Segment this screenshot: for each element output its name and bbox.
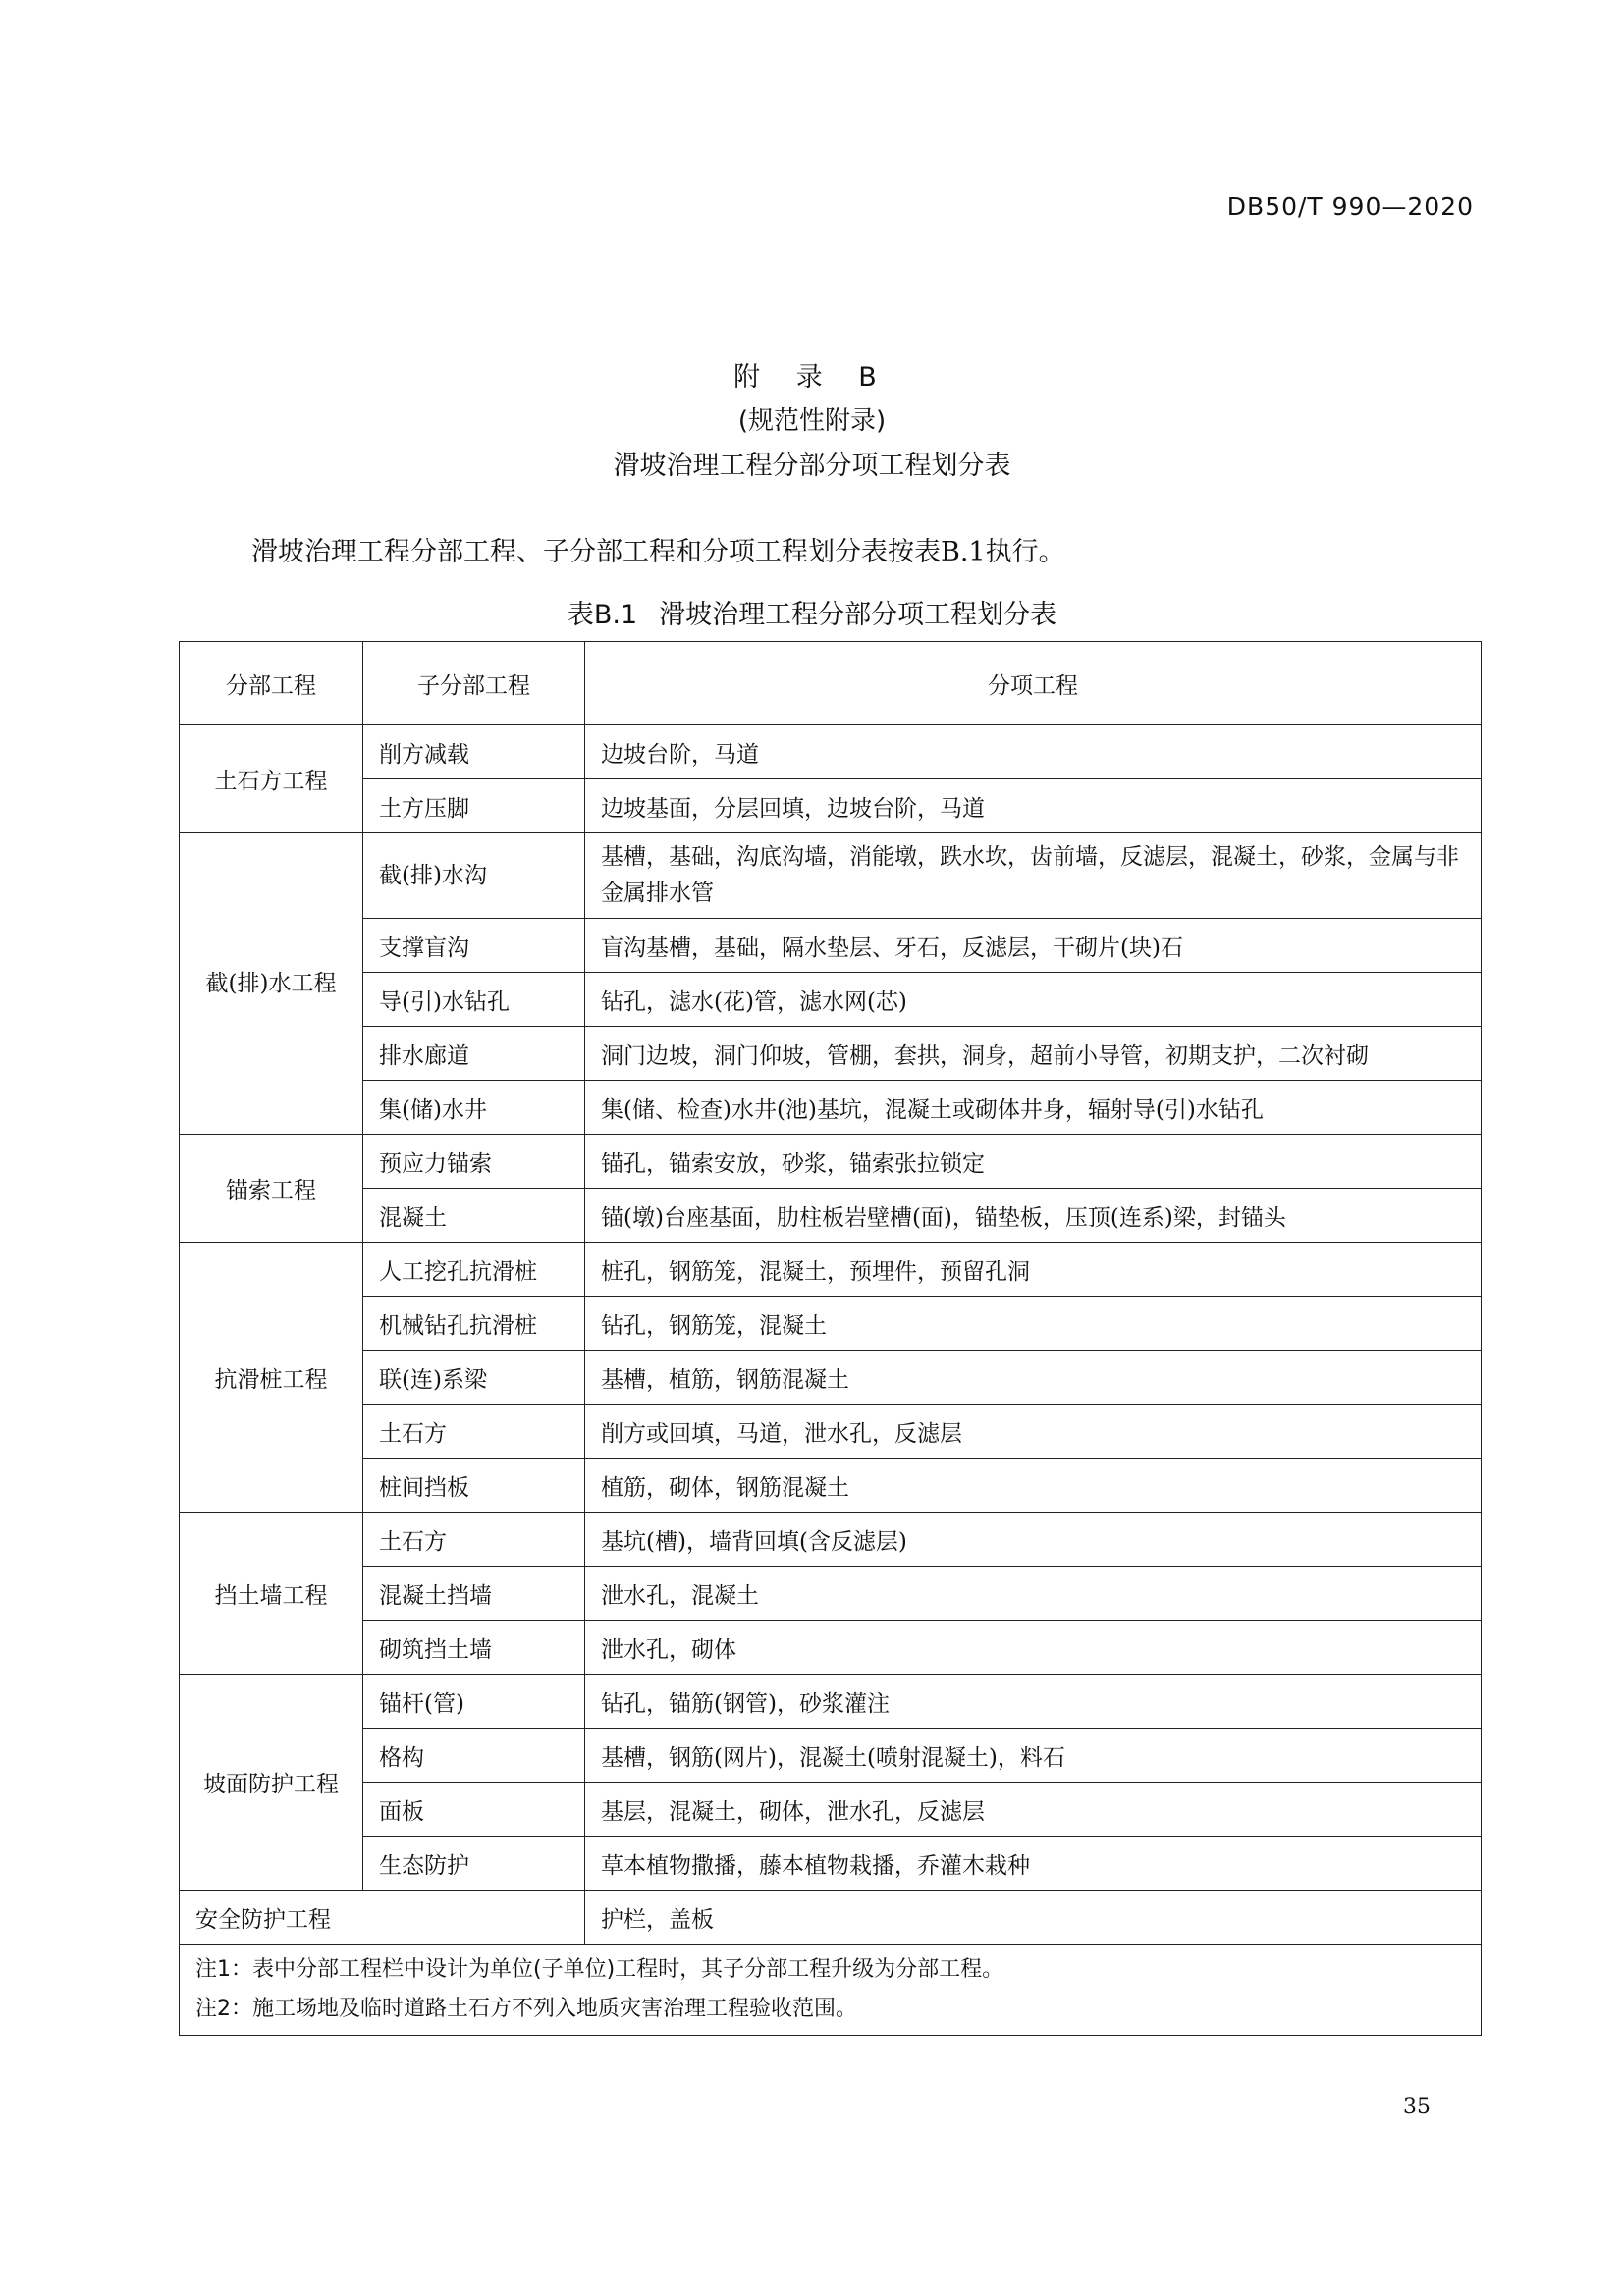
- subpart-cell: 砌筑挡土墙: [363, 1621, 585, 1675]
- subpart-cell: 锚杆(管): [363, 1675, 585, 1729]
- table-row: [180, 1189, 1482, 1243]
- subpart-cell: 机械钻孔抗滑桩: [363, 1297, 585, 1351]
- appendix-title: 附 录 B: [733, 362, 891, 393]
- table-row: [180, 1405, 1482, 1459]
- items-cell: 草本植物撒播，藤本植物栽播，乔灌木栽种: [585, 1837, 1482, 1891]
- table-header-row: [180, 642, 1482, 725]
- table-row: [180, 973, 1482, 1027]
- table-caption-title: 滑坡治理工程分部分项工程划分表: [659, 600, 1057, 630]
- table-row: [180, 1459, 1482, 1513]
- page-number: 35: [1403, 2095, 1431, 2119]
- table-row: [180, 779, 1482, 833]
- subpart-cell: 面板: [363, 1783, 585, 1837]
- table-row: [180, 1837, 1482, 1891]
- items-cell: 盲沟基槽，基础，隔水垫层、牙石，反滤层，干砌片(块)石: [585, 919, 1482, 973]
- table-row: [180, 1783, 1482, 1837]
- safety-label-cell: 安全防护工程: [180, 1891, 585, 1945]
- table-row: [180, 725, 1482, 779]
- items-cell: 基槽，植筋，钢筋混凝土: [585, 1351, 1482, 1405]
- items-cell: 基坑(槽)，墙背回填(含反滤层): [585, 1513, 1482, 1567]
- items-cell: 基槽，钢筋(网片)，混凝土(喷射混凝土)，料石: [585, 1729, 1482, 1783]
- table-row: [180, 1243, 1482, 1297]
- table-row: [180, 1135, 1482, 1189]
- subpart-cell: 混凝土挡墙: [363, 1567, 585, 1621]
- items-cell: 边坡台阶，马道: [585, 725, 1482, 779]
- items-cell: 边坡基面，分层回填，边坡台阶，马道: [585, 779, 1482, 833]
- header-part: 分部工程: [180, 642, 363, 725]
- header-subpart: 子分部工程: [363, 642, 585, 725]
- subpart-cell: 截(排)水沟: [363, 833, 585, 919]
- items-cell: 泄水孔，混凝土: [585, 1567, 1482, 1621]
- part-cell: 锚索工程: [180, 1135, 363, 1243]
- items-cell: 基槽，基础，沟底沟墙，消能墩，跌水坎，齿前墙，反滤层，混凝土，砂浆，金属与非金属排水管: [585, 833, 1482, 919]
- subpart-cell: 桩间挡板: [363, 1459, 585, 1513]
- table-row: [180, 1513, 1482, 1567]
- items-cell: 削方或回填，马道，泄水孔，反滤层: [585, 1405, 1482, 1459]
- appendix-name: 滑坡治理工程分部分项工程划分表: [613, 451, 1011, 481]
- items-cell: 桩孔，钢筋笼，混凝土，预埋件，预留孔洞: [585, 1243, 1482, 1297]
- items-cell: 基层，混凝土，砌体，泄水孔，反滤层: [585, 1783, 1482, 1837]
- subpart-cell: 削方减载: [363, 725, 585, 779]
- intro-paragraph: 滑坡治理工程分部工程、子分部工程和分项工程划分表按表B.1执行。: [251, 537, 1065, 567]
- table-note: 注2：施工场地及临时道路土石方不列入地质灾害治理工程验收范围。: [195, 1997, 857, 2021]
- items-cell: 植筋，砌体，钢筋混凝土: [585, 1459, 1482, 1513]
- items-cell: 泄水孔，砌体: [585, 1621, 1482, 1675]
- subpart-cell: 集(储)水井: [363, 1081, 585, 1135]
- part-cell: 挡土墙工程: [180, 1513, 363, 1675]
- table-note: 注1：表中分部工程栏中设计为单位(子单位)工程时，其子分部工程升级为分部工程。: [195, 1957, 1004, 1982]
- table-row: [180, 1027, 1482, 1081]
- subpart-cell: 人工挖孔抗滑桩: [363, 1243, 585, 1297]
- subpart-cell: 格构: [363, 1729, 585, 1783]
- appendix-type: (规范性附录): [737, 406, 887, 436]
- items-cell: 钻孔，钢筋笼，混凝土: [585, 1297, 1482, 1351]
- items-cell: 锚(墩)台座基面，肋柱板岩壁槽(面)，锚垫板，压顶(连系)梁，封锚头: [585, 1189, 1482, 1243]
- subpart-cell: 导(引)水钻孔: [363, 973, 585, 1027]
- table-row: [180, 1081, 1482, 1135]
- table-row: [180, 919, 1482, 973]
- part-cell: 坡面防护工程: [180, 1675, 363, 1891]
- subpart-cell: 排水廊道: [363, 1027, 585, 1081]
- division-table: [179, 641, 1482, 2036]
- table-row: [180, 1567, 1482, 1621]
- items-cell: 洞门边坡，洞门仰坡，管棚，套拱，洞身，超前小导管，初期支护，二次衬砌: [585, 1027, 1482, 1081]
- notes-cell: [180, 1945, 1482, 2036]
- subpart-cell: 联(连)系梁: [363, 1351, 585, 1405]
- table-caption-number: 表B.1: [567, 600, 638, 630]
- header-items: 分项工程: [585, 642, 1482, 725]
- part-cell: 土石方工程: [180, 725, 363, 833]
- table-row: [180, 1297, 1482, 1351]
- items-cell: 钻孔，滤水(花)管，滤水网(芯): [585, 973, 1482, 1027]
- subpart-cell: 土方压脚: [363, 779, 585, 833]
- subpart-cell: 预应力锚索: [363, 1135, 585, 1189]
- part-cell: 截(排)水工程: [180, 833, 363, 1135]
- standard-code: DB50/T 990—2020: [1226, 192, 1474, 221]
- items-cell: 集(储、检查)水井(池)基坑，混凝土或砌体井身，辐射导(引)水钻孔: [585, 1081, 1482, 1135]
- notes-row: [180, 1945, 1482, 2036]
- subpart-cell: 土石方: [363, 1405, 585, 1459]
- items-cell: 护栏，盖板: [585, 1891, 1482, 1945]
- table-row: [180, 1621, 1482, 1675]
- safety-row: [180, 1891, 1482, 1945]
- items-cell: 锚孔，锚索安放，砂浆，锚索张拉锁定: [585, 1135, 1482, 1189]
- table-row: [180, 833, 1482, 919]
- table-row: [180, 1351, 1482, 1405]
- subpart-cell: 混凝土: [363, 1189, 585, 1243]
- items-cell: 钻孔，锚筋(钢管)，砂浆灌注: [585, 1675, 1482, 1729]
- subpart-cell: 生态防护: [363, 1837, 585, 1891]
- table-row: [180, 1729, 1482, 1783]
- table-row: [180, 1675, 1482, 1729]
- part-cell: 抗滑桩工程: [180, 1243, 363, 1513]
- subpart-cell: 土石方: [363, 1513, 585, 1567]
- subpart-cell: 支撑盲沟: [363, 919, 585, 973]
- table-caption: [0, 593, 1624, 631]
